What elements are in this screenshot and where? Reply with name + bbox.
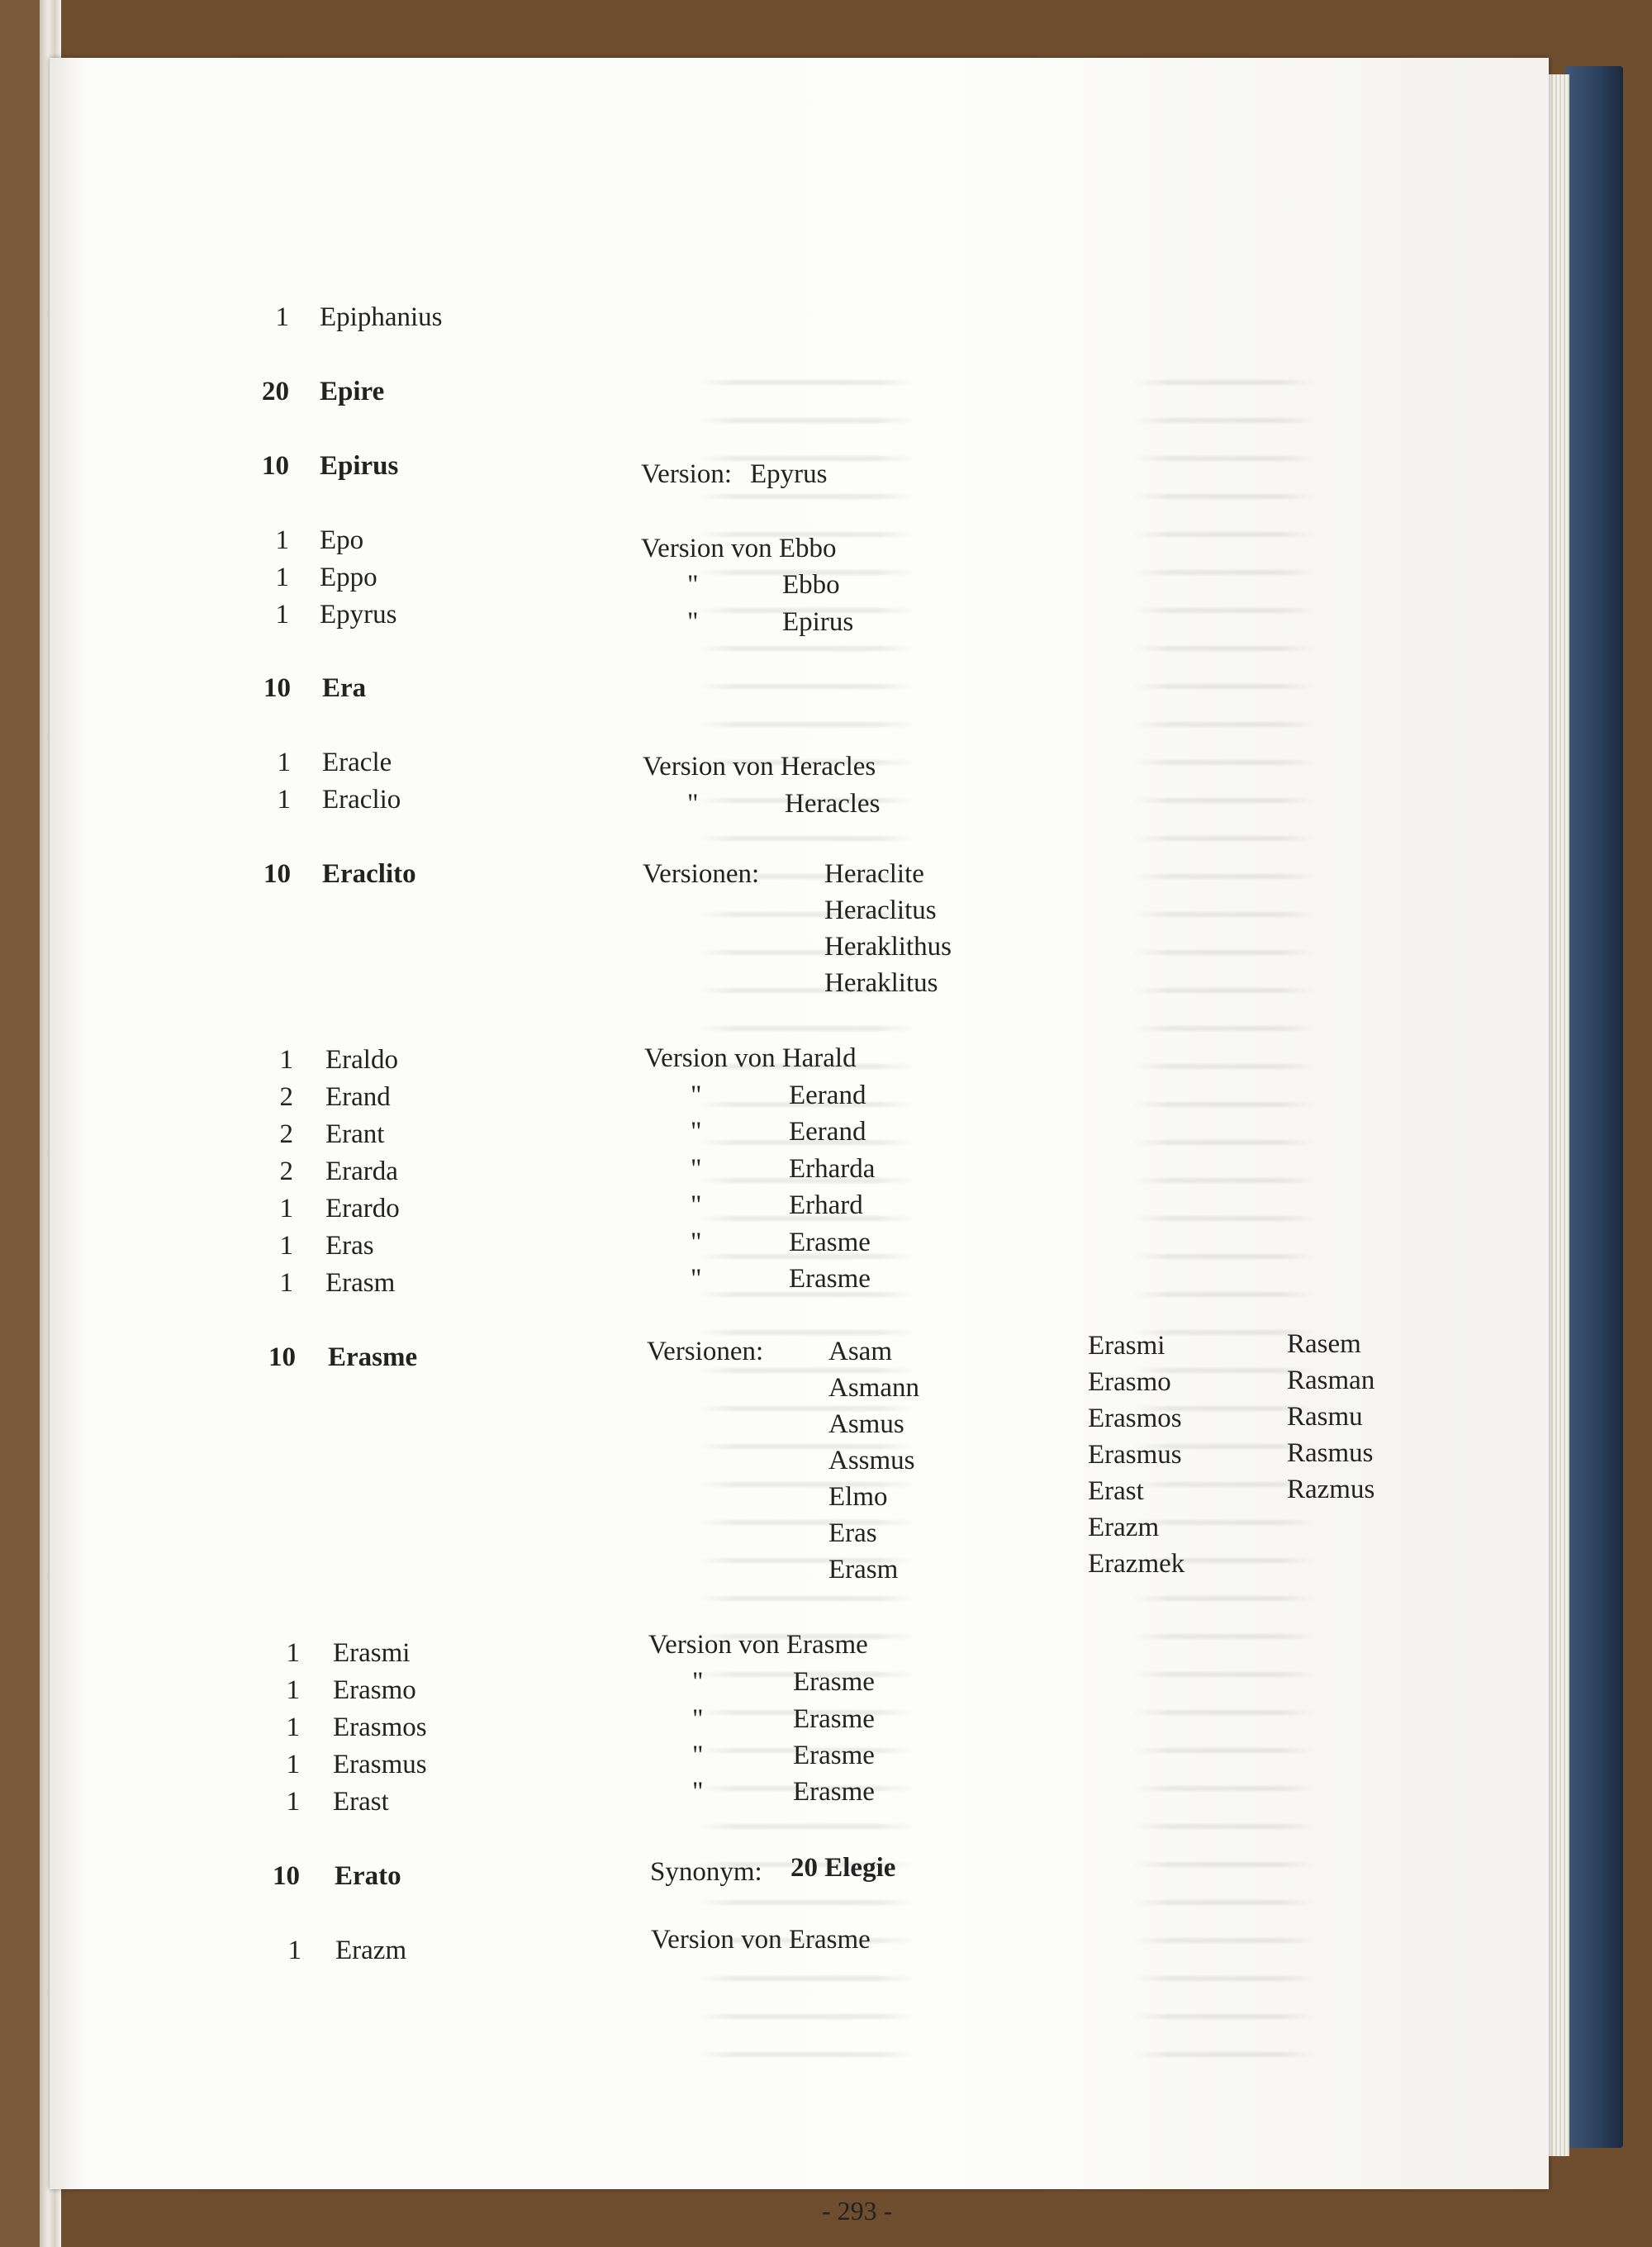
ditto-mark: " <box>691 1228 702 1257</box>
entry-count: 20 <box>262 377 289 406</box>
version-item: Heraclitus <box>824 895 937 925</box>
entry-name: Erardo <box>325 1194 400 1223</box>
ditto-mark: " <box>691 1190 702 1220</box>
ditto-mark: " <box>687 607 699 637</box>
entry-name: Erato <box>335 1861 401 1891</box>
entry-count: 1 <box>287 1936 301 1965</box>
version-item: Erasm <box>828 1555 899 1584</box>
ditto-mark: " <box>687 570 699 600</box>
entry-value: Epyrus <box>750 459 828 489</box>
entry-count: 1 <box>286 1713 300 1742</box>
entry-count: 1 <box>286 1675 300 1705</box>
entry-note: Version von Harald <box>644 1043 857 1073</box>
entry-count: 1 <box>279 1268 293 1298</box>
entry-count: 1 <box>286 1750 300 1779</box>
entry-count: 1 <box>286 1787 300 1817</box>
entry-count: 1 <box>279 1231 293 1261</box>
entry-name: Erasmi <box>333 1638 411 1668</box>
entry-name: Erarda <box>325 1157 398 1186</box>
entry-name: Eraldo <box>325 1045 398 1075</box>
book-page <box>50 58 1549 2226</box>
ditto-mark: " <box>692 1667 704 1697</box>
entry-name: Era <box>322 673 367 703</box>
version-item: Erazmek <box>1088 1549 1185 1579</box>
version-item: Heraklithus <box>824 932 952 962</box>
version-item: Assmus <box>828 1446 915 1475</box>
entry-name: Epyrus <box>320 600 397 629</box>
entry-value: Erasme <box>793 1704 875 1734</box>
entry-value: Erhard <box>789 1190 863 1220</box>
version-item: Erast <box>1088 1476 1144 1506</box>
ditto-mark: " <box>687 789 699 819</box>
version-item: Asmann <box>828 1373 919 1403</box>
entry-name: Eppo <box>320 563 377 592</box>
entry-name: Epire <box>320 377 385 406</box>
entry-count: 10 <box>263 673 291 703</box>
entry-value: Erasme <box>789 1264 871 1294</box>
entry-note: Version von Heracles <box>643 752 876 781</box>
entry-count: 1 <box>279 1194 293 1223</box>
entry-count: 10 <box>262 451 289 481</box>
version-item: Asam <box>828 1337 892 1366</box>
entry-name: Epo <box>320 525 364 555</box>
ditto-mark: " <box>691 1264 702 1294</box>
entry-note: Version von Ebbo <box>641 534 837 563</box>
entry-count: 2 <box>279 1082 293 1112</box>
version-item: Rasmu <box>1287 1402 1363 1432</box>
ditto-mark: " <box>692 1777 704 1807</box>
version-item: Erasmos <box>1088 1404 1182 1433</box>
entry-value: Erharda <box>789 1154 876 1184</box>
entry-value: Erasme <box>789 1228 871 1257</box>
ditto-mark: " <box>691 1081 702 1110</box>
entry-value: Eerand <box>789 1117 866 1147</box>
entry-name: Erast <box>333 1787 389 1817</box>
ditto-mark: " <box>691 1154 702 1184</box>
entry-name: Eras <box>325 1231 374 1261</box>
entry-name: Erazm <box>335 1936 407 1965</box>
entry-name: Eraclio <box>322 785 401 815</box>
version-item: Erasmus <box>1088 1440 1182 1470</box>
entry-name: Erasme <box>328 1342 418 1372</box>
entry-name: Erasmus <box>333 1750 427 1779</box>
entry-count: 1 <box>277 748 291 777</box>
version-item: Heraklitus <box>824 968 938 998</box>
entry-value: 20 Elegie <box>790 1853 896 1883</box>
entry-value: Erasme <box>793 1667 875 1697</box>
version-item: Erasmi <box>1088 1331 1165 1361</box>
entry-count: 10 <box>273 1861 300 1891</box>
entry-value: Erasme <box>793 1777 875 1807</box>
right-book-cover <box>1565 66 1623 2148</box>
version-item: Erazm <box>1088 1513 1160 1542</box>
entry-name: Eracle <box>322 748 392 777</box>
entry-label: Versionen: <box>647 1337 764 1366</box>
entry-count: 1 <box>275 525 289 555</box>
entry-count: 1 <box>286 1638 300 1668</box>
entry-name: Erasm <box>325 1268 396 1298</box>
entry-value: Ebbo <box>782 570 840 600</box>
entry-count: 10 <box>263 859 291 889</box>
entry-count: 2 <box>279 1157 293 1186</box>
entry-count: 1 <box>275 600 289 629</box>
show-through-text <box>661 355 1388 2090</box>
ditto-mark: " <box>692 1704 704 1734</box>
entry-count: 10 <box>268 1342 296 1372</box>
ditto-mark: " <box>691 1117 702 1147</box>
version-item: Eras <box>828 1518 877 1548</box>
entry-name: Epiphanius <box>320 302 443 332</box>
version-item: Rasem <box>1287 1329 1361 1359</box>
entry-value: Erasme <box>793 1741 875 1770</box>
entry-count: 1 <box>279 1045 293 1075</box>
version-item: Rasman <box>1287 1366 1375 1395</box>
entry-name: Erand <box>325 1082 391 1112</box>
entry-name: Erasmos <box>333 1713 427 1742</box>
page-number: - 293 - <box>822 2196 893 2226</box>
version-item: Razmus <box>1287 1475 1375 1504</box>
entry-name: Eraclito <box>322 859 416 889</box>
version-item: Asmus <box>828 1409 904 1439</box>
entry-label: Synonym: <box>650 1857 762 1887</box>
version-item: Elmo <box>828 1482 888 1512</box>
entry-label: Versionen: <box>643 859 760 889</box>
ditto-mark: " <box>692 1741 704 1770</box>
entry-count: 1 <box>275 302 289 332</box>
entry-count: 2 <box>279 1119 293 1149</box>
entry-value: Heracles <box>785 789 881 819</box>
entry-count: 1 <box>275 563 289 592</box>
version-item: Heraclite <box>824 859 924 889</box>
entry-note: Version von Erasme <box>651 1925 871 1955</box>
entry-label: Version: <box>641 459 732 489</box>
entry-name: Erasmo <box>333 1675 416 1705</box>
entry-count: 1 <box>277 785 291 815</box>
entry-name: Erant <box>325 1119 385 1149</box>
entry-name: Epirus <box>320 451 399 481</box>
entry-note: Version von Erasme <box>648 1630 868 1660</box>
version-item: Rasmus <box>1287 1438 1374 1468</box>
entry-value: Eerand <box>789 1081 866 1110</box>
version-item: Erasmo <box>1088 1367 1171 1397</box>
entry-value: Epirus <box>782 607 854 637</box>
